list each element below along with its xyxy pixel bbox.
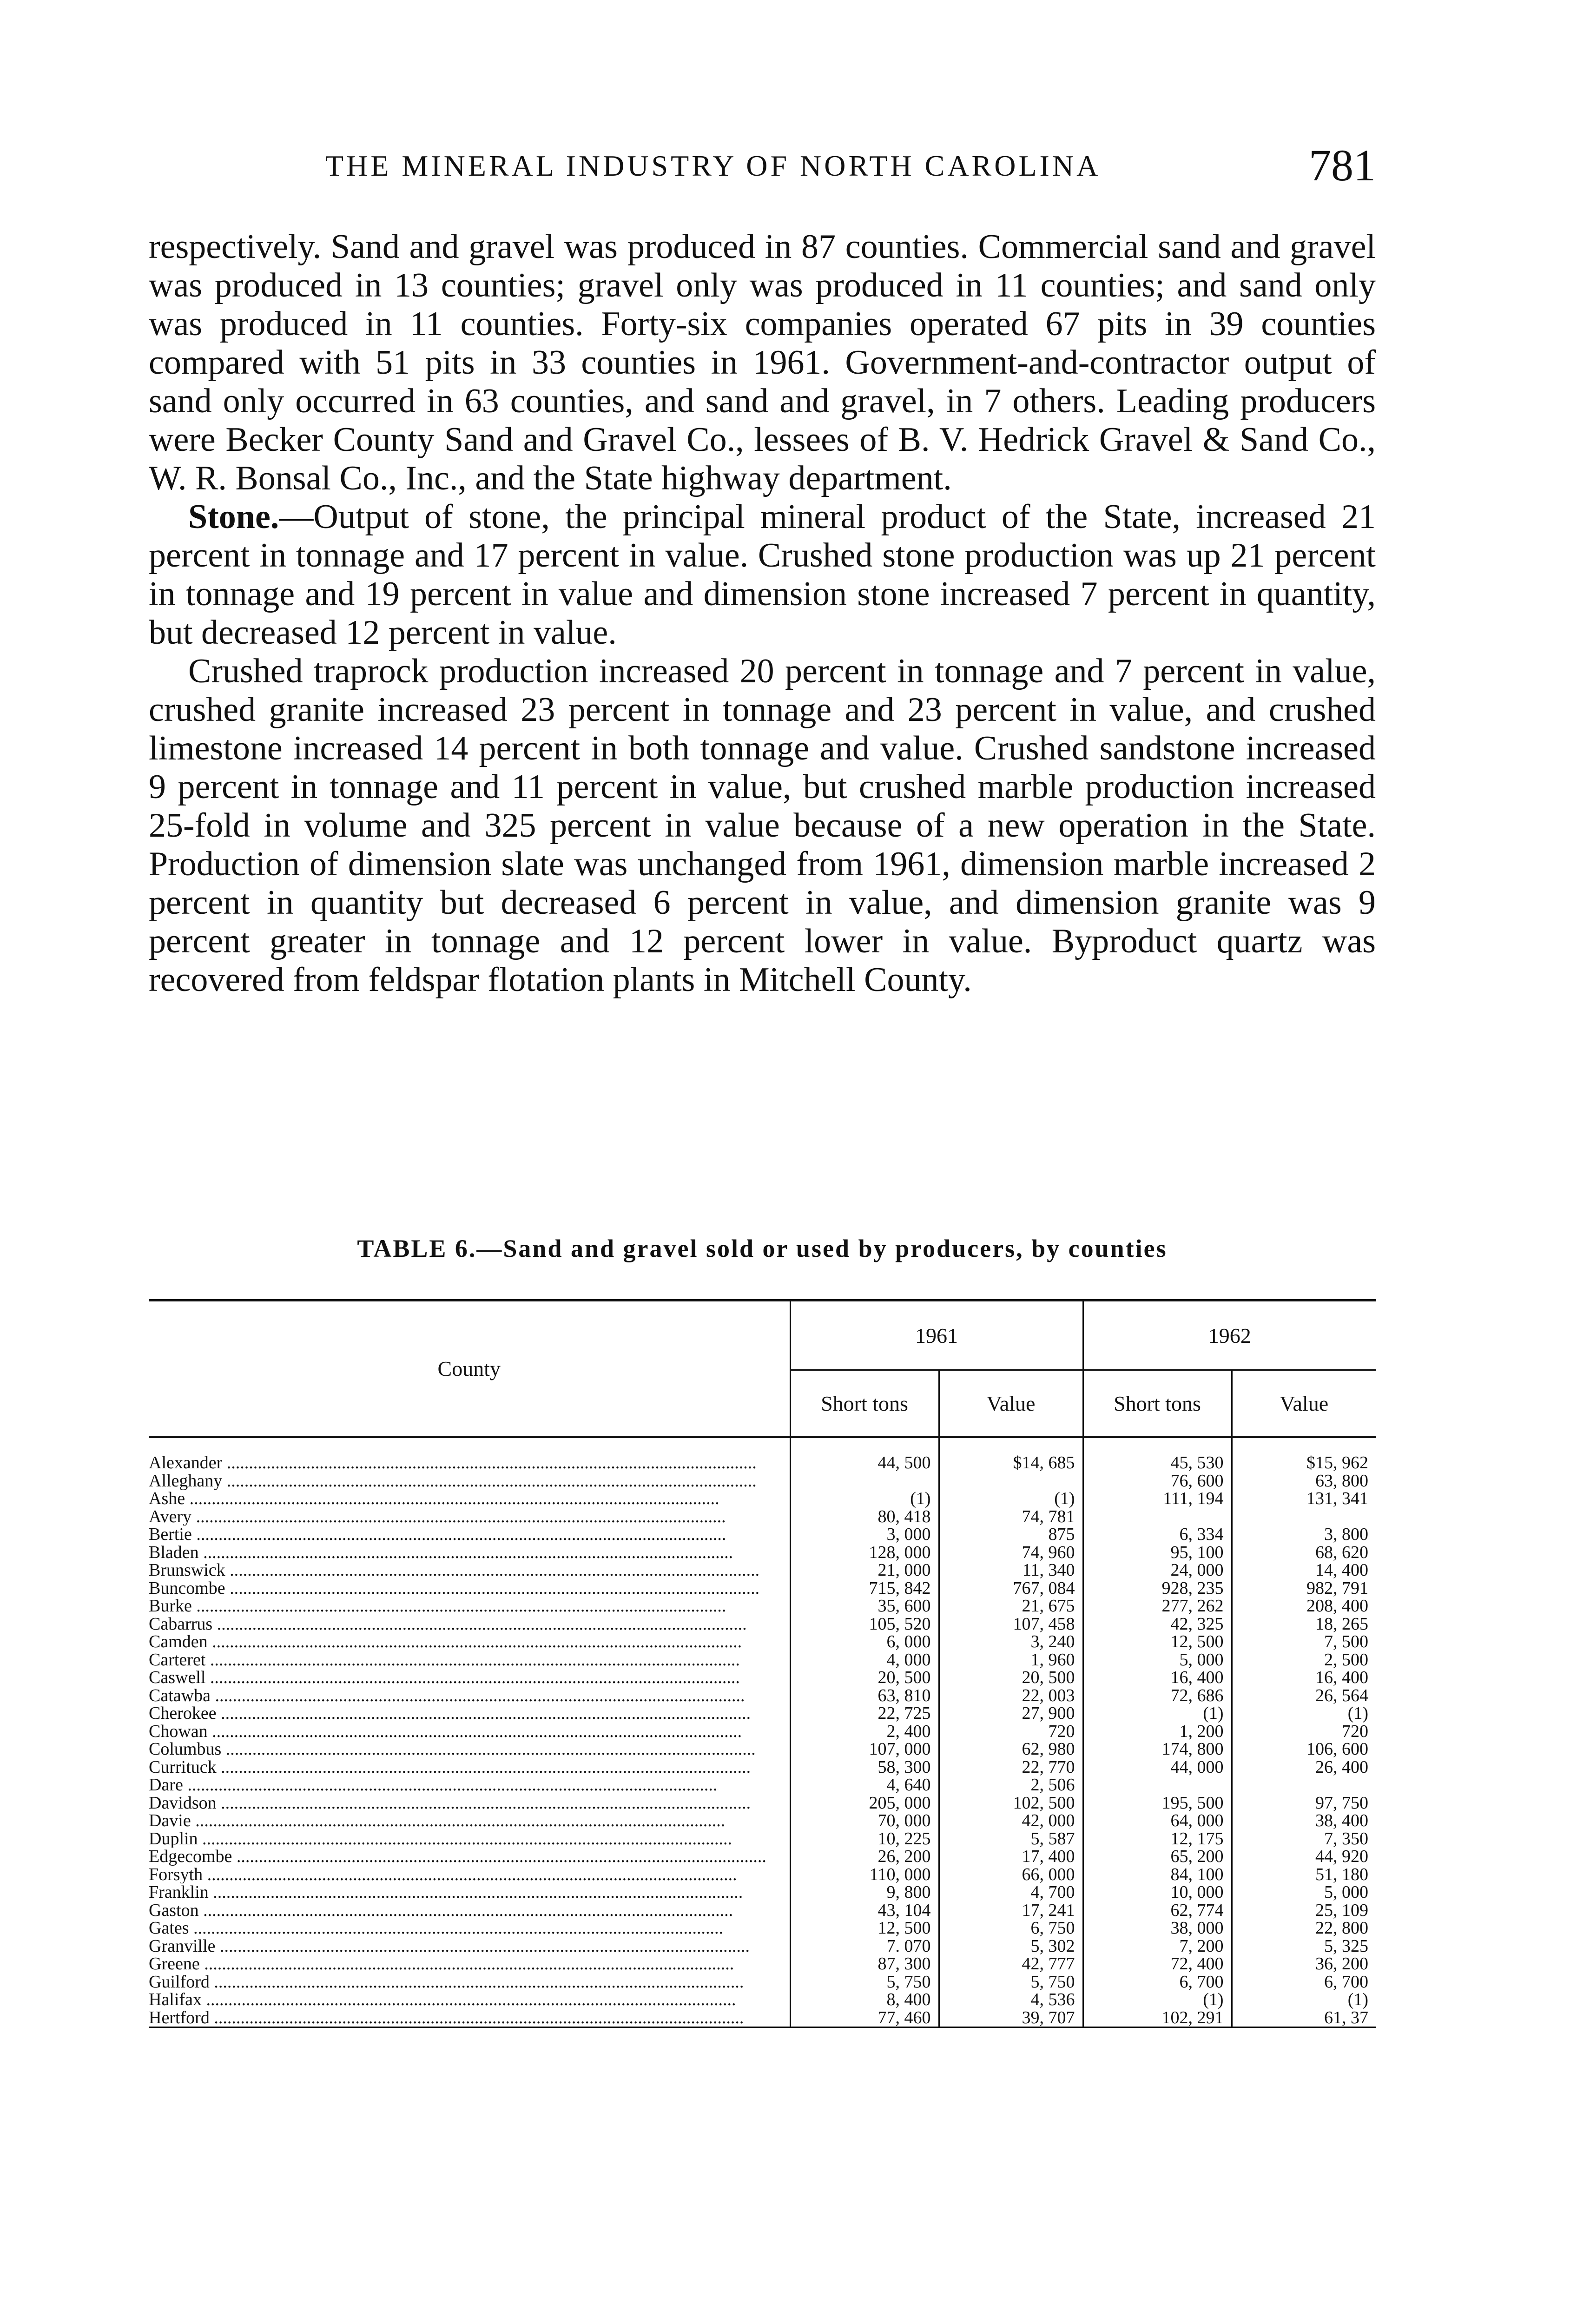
county-cell: Edgecombe ........................................................................................................................ (149, 1848, 766, 1866)
county-cell: Davidson ........................................................................................................................ (149, 1794, 751, 1812)
value-1961-cell: 5, 750 (939, 1973, 1083, 1991)
value-1961-cell: 107, 458 (939, 1615, 1083, 1633)
paragraph-crushed-stone: Crushed traprock production increased 20 percent in tonnage and 7 percent in value, crushed granite increased 23 percent in tonnage and 23 percent in value, and crushed limestone increased 14 percent in both tonnage and value. Crushed sandstone increased 9 percent in tonnage and 11 percent in value, but crushed marble production increased 25-fold in volume and 325 percent in value because of a new operation in the State. Production of dimension slate was unchanged from 1961, dimension marble increased 2 percent in quantity but decreased 6 percent in value, and dimension granite was 9 percent greater in tonnage and 12 percent lower in value. Byproduct quartz was recovered from feldspar flotation plants in Mitchell County. (149, 652, 1376, 999)
short-tons-1962-cell: 928, 235 (1083, 1579, 1232, 1598)
table-row (149, 1973, 1376, 1991)
table-row (149, 1866, 1376, 1884)
value-1961-cell: 5, 587 (939, 1830, 1083, 1848)
county-cell: Burke ........................................................................................................................ (149, 1597, 726, 1615)
short-tons-1962-cell: 62, 774 (1083, 1901, 1232, 1920)
county-cell: Greene ........................................................................................................................ (149, 1955, 734, 1973)
table-row (149, 1955, 1376, 1973)
value-1961-cell: 20, 500 (939, 1669, 1083, 1687)
county-cell: Brunswick ........................................................................................................................ (149, 1561, 760, 1579)
table-row (149, 1830, 1376, 1848)
value-1962-cell: 68, 620 (1232, 1544, 1376, 1562)
short-tons-1961-cell: 110, 000 (790, 1866, 939, 1884)
county-cell: Alleghany ........................................................................................................................ (149, 1472, 757, 1490)
value-1961-cell: 22, 003 (939, 1687, 1083, 1705)
short-tons-1962-cell: 65, 200 (1083, 1848, 1232, 1866)
value-1962-cell: 26, 564 (1232, 1687, 1376, 1705)
value-1961-cell: (1) (939, 1490, 1083, 1508)
running-head (149, 139, 1376, 200)
table-row (149, 1740, 1376, 1758)
value-1961-cell: 6, 750 (939, 1919, 1083, 1937)
table-row (149, 1454, 1376, 1472)
county-cell: Cabarrus ........................................................................................................................ (149, 1615, 747, 1633)
value-1962-cell: 14, 400 (1232, 1561, 1376, 1579)
short-tons-1961-cell: 7. 070 (790, 1937, 939, 1955)
table-row (149, 1669, 1376, 1687)
short-tons-1961-cell: 4, 640 (790, 1776, 939, 1794)
county-cell: Bladen ........................................................................................................................ (149, 1543, 733, 1561)
short-tons-1962-cell: 10, 000 (1083, 1883, 1232, 1901)
short-tons-1962-cell: 76, 600 (1083, 1472, 1232, 1490)
short-tons-1962-cell: (1) (1083, 1991, 1232, 2009)
short-tons-1962-cell: 72, 686 (1083, 1687, 1232, 1705)
county-cell: Davie ........................................................................................................................ (149, 1812, 726, 1830)
value-1961-cell: 2, 506 (939, 1776, 1083, 1794)
county-cell: Hertford ........................................................................................................................ (149, 2009, 790, 2027)
value-1962-cell: 5, 325 (1232, 1937, 1376, 1955)
short-tons-1961-cell: 715, 842 (790, 1579, 939, 1598)
short-tons-1961-cell: (1) (790, 1490, 939, 1508)
value-1961-cell: $14, 685 (939, 1454, 1083, 1472)
short-tons-1962-cell: 95, 100 (1083, 1544, 1232, 1562)
table-row (149, 1919, 1376, 1937)
table-row (149, 1848, 1376, 1866)
value-1962-cell: (1) (1232, 1704, 1376, 1723)
short-tons-1962-cell: 6, 700 (1083, 1973, 1232, 1991)
short-tons-1962-cell: 12, 175 (1083, 1830, 1232, 1848)
table-row (149, 1651, 1376, 1669)
table-row (149, 1794, 1376, 1812)
table-row (149, 1937, 1376, 1955)
short-tons-1962-cell: 195, 500 (1083, 1794, 1232, 1812)
value-1962-cell: 106, 600 (1232, 1740, 1376, 1758)
value-1962-cell (1232, 1776, 1376, 1794)
value-1961-cell: 720 (939, 1723, 1083, 1741)
table-row (149, 2009, 1376, 2027)
county-cell: Camden ........................................................................................................................ (149, 1633, 742, 1651)
table-title: TABLE 6.—Sand and gravel sold or used by producers, by counties (357, 1235, 1168, 1262)
value-1961-cell: 42, 777 (939, 1955, 1083, 1973)
value-1961-cell: 39, 707 (939, 2009, 1083, 2027)
short-tons-1962-cell: 42, 325 (1083, 1615, 1232, 1633)
table-row (149, 1490, 1376, 1508)
value-1961-cell: 27, 900 (939, 1704, 1083, 1723)
paragraph-stone (149, 498, 1376, 652)
short-tons-1961-cell: 12, 500 (790, 1919, 939, 1937)
value-1962-cell: (1) (1232, 1991, 1376, 2009)
short-tons-1962-cell: (1) (1083, 1704, 1232, 1723)
county-cell: Gaston ........................................................................................................................ (149, 1901, 733, 1919)
value-1962-cell: 7, 500 (1232, 1633, 1376, 1651)
table-row (149, 1615, 1376, 1633)
county-cell: Chowan ........................................................................................................................ (149, 1722, 742, 1740)
short-tons-1961-cell: 3, 000 (790, 1525, 939, 1544)
table-row (149, 1597, 1376, 1615)
page-number: 781 (1309, 140, 1376, 190)
short-tons-1962-cell: 38, 000 (1083, 1919, 1232, 1937)
short-tons-1961-cell: 70, 000 (790, 1812, 939, 1830)
value-1962-cell: 36, 200 (1232, 1955, 1376, 1973)
short-tons-1962-header: Short tons (1083, 1370, 1232, 1437)
short-tons-1961-cell: 87, 300 (790, 1955, 939, 1973)
sand-gravel-table (149, 1299, 1376, 2028)
table-row (149, 1472, 1376, 1490)
value-1962-cell: 22, 800 (1232, 1919, 1376, 1937)
table-row (149, 1991, 1376, 2009)
table-row (149, 1901, 1376, 1920)
short-tons-1961-cell: 4, 000 (790, 1651, 939, 1669)
county-cell: Currituck ........................................................................................................................ (149, 1758, 751, 1776)
value-1961-cell: 3, 240 (939, 1633, 1083, 1651)
value-1962-cell: 38, 400 (1232, 1812, 1376, 1830)
table-body (149, 1437, 1376, 2027)
value-1962-cell: 97, 750 (1232, 1794, 1376, 1812)
table-row (149, 1544, 1376, 1562)
year-1962-header: 1962 (1083, 1301, 1376, 1370)
value-1961-cell: 62, 980 (939, 1740, 1083, 1758)
value-1961-cell: 5, 302 (939, 1937, 1083, 1955)
value-1961-cell: 11, 340 (939, 1561, 1083, 1579)
value-1962-cell: 131, 341 (1232, 1490, 1376, 1508)
short-tons-1961-header: Short tons (790, 1370, 939, 1437)
short-tons-1961-cell: 6, 000 (790, 1633, 939, 1651)
short-tons-1961-cell: 22, 725 (790, 1704, 939, 1723)
value-1962-header: Value (1232, 1370, 1376, 1437)
value-1961-cell: 17, 400 (939, 1848, 1083, 1866)
short-tons-1962-cell (1083, 1508, 1232, 1526)
short-tons-1962-cell: 111, 194 (1083, 1490, 1232, 1508)
short-tons-1961-cell: 20, 500 (790, 1669, 939, 1687)
value-1962-cell: 5, 000 (1232, 1883, 1376, 1901)
county-cell: Ashe ........................................................................................................................ (149, 1490, 719, 1508)
short-tons-1961-cell: 43, 104 (790, 1901, 939, 1920)
value-1962-cell: $15, 962 (1232, 1454, 1376, 1472)
table-row (149, 1883, 1376, 1901)
short-tons-1961-cell: 63, 810 (790, 1687, 939, 1705)
short-tons-1961-cell: 77, 460 (790, 2009, 939, 2027)
short-tons-1962-cell: 174, 800 (1083, 1740, 1232, 1758)
short-tons-1961-cell: 44, 500 (790, 1454, 939, 1472)
table-row (149, 1525, 1376, 1544)
table-row (149, 1723, 1376, 1741)
short-tons-1961-cell: 35, 600 (790, 1597, 939, 1615)
county-cell: Columbus ........................................................................................................................ (149, 1740, 756, 1758)
value-1962-cell: 3, 800 (1232, 1525, 1376, 1544)
short-tons-1961-cell: 26, 200 (790, 1848, 939, 1866)
short-tons-1962-cell: 84, 100 (1083, 1866, 1232, 1884)
value-1962-cell: 51, 180 (1232, 1866, 1376, 1884)
body-text (149, 228, 1376, 999)
value-1962-cell: 2, 500 (1232, 1651, 1376, 1669)
short-tons-1961-cell (790, 1472, 939, 1490)
value-1961-cell: 66, 000 (939, 1866, 1083, 1884)
county-cell: Catawba ........................................................................................................................ (149, 1686, 745, 1704)
short-tons-1962-cell: 277, 262 (1083, 1597, 1232, 1615)
county-cell: Avery ........................................................................................................................ (149, 1507, 726, 1525)
value-1962-cell: 25, 109 (1232, 1901, 1376, 1920)
county-cell: Alexander ........................................................................................................................ (149, 1454, 757, 1472)
county-cell: Caswell ........................................................................................................................ (149, 1669, 740, 1687)
short-tons-1961-cell: 58, 300 (790, 1758, 939, 1776)
value-1961-cell: 767, 084 (939, 1579, 1083, 1598)
table-row (149, 1508, 1376, 1526)
short-tons-1962-cell: 44, 000 (1083, 1758, 1232, 1776)
value-1961-header: Value (939, 1370, 1083, 1437)
short-tons-1961-cell: 107, 000 (790, 1740, 939, 1758)
value-1961-cell: 74, 781 (939, 1508, 1083, 1526)
table-row (149, 1579, 1376, 1598)
short-tons-1961-cell: 2, 400 (790, 1723, 939, 1741)
short-tons-1962-cell: 24, 000 (1083, 1561, 1232, 1579)
short-tons-1962-cell: 1, 200 (1083, 1723, 1232, 1741)
short-tons-1962-cell: 45, 530 (1083, 1454, 1232, 1472)
short-tons-1962-cell (1083, 1776, 1232, 1794)
county-cell: Cherokee ........................................................................................................................ (149, 1704, 751, 1723)
value-1962-cell: 63, 800 (1232, 1472, 1376, 1490)
value-1961-cell: 1, 960 (939, 1651, 1083, 1669)
county-cell: Guilford ........................................................................................................................ (149, 1973, 744, 1991)
table-row (149, 1704, 1376, 1723)
county-cell: Duplin ........................................................................................................................ (149, 1829, 732, 1848)
county-cell: Franklin ........................................................................................................................ (149, 1883, 743, 1901)
value-1961-cell: 875 (939, 1525, 1083, 1544)
value-1962-cell: 26, 400 (1232, 1758, 1376, 1776)
value-1961-cell: 17, 241 (939, 1901, 1083, 1920)
value-1962-cell: 16, 400 (1232, 1669, 1376, 1687)
table-row (149, 1758, 1376, 1776)
year-1961-header: 1961 (790, 1301, 1083, 1370)
county-cell: Carteret ........................................................................................................................ (149, 1651, 740, 1669)
short-tons-1962-cell: 12, 500 (1083, 1633, 1232, 1651)
value-1962-cell: 18, 265 (1232, 1615, 1376, 1633)
table-row (149, 1776, 1376, 1794)
short-tons-1962-cell: 6, 334 (1083, 1525, 1232, 1544)
short-tons-1962-cell: 102, 291 (1083, 2009, 1232, 2027)
value-1961-cell: 102, 500 (939, 1794, 1083, 1812)
value-1961-cell: 22, 770 (939, 1758, 1083, 1776)
county-cell: Dare ........................................................................................................................ (149, 1776, 718, 1794)
short-tons-1962-cell: 7, 200 (1083, 1937, 1232, 1955)
value-1962-cell: 720 (1232, 1723, 1376, 1741)
short-tons-1961-cell: 105, 520 (790, 1615, 939, 1633)
value-1961-cell: 74, 960 (939, 1544, 1083, 1562)
running-title: THE MINERAL INDUSTRY OF NORTH CAROLINA (325, 149, 1101, 182)
short-tons-1961-cell: 9, 800 (790, 1883, 939, 1901)
value-1962-cell: 6, 700 (1232, 1973, 1376, 1991)
short-tons-1962-cell: 5, 000 (1083, 1651, 1232, 1669)
county-cell: Bertie ........................................................................................................................ (149, 1525, 726, 1544)
county-cell: Granville ........................................................................................................................ (149, 1937, 750, 1955)
value-1962-cell: 44, 920 (1232, 1848, 1376, 1866)
county-cell: Gates ........................................................................................................................ (149, 1919, 724, 1937)
stone-heading: Stone. (188, 498, 279, 536)
table-row (149, 1812, 1376, 1830)
value-1961-cell: 4, 700 (939, 1883, 1083, 1901)
value-1961-cell (939, 1472, 1083, 1490)
value-1961-cell: 42, 000 (939, 1812, 1083, 1830)
stone-paragraph-text: —Output of stone, the principal mineral product of the State, increased 21 percent in tonnage and 17 percent in value. Crushed stone production was up 21 percent in tonnage and 19 percent in value and dimension stone increased 7 percent in quantity, but decreased 12 percent in value. (149, 498, 1376, 652)
county-cell: Forsyth ........................................................................................................................ (149, 1865, 737, 1883)
county-cell: Buncombe ........................................................................................................................ (149, 1579, 760, 1597)
value-1961-cell: 21, 675 (939, 1597, 1083, 1615)
value-1962-cell: 7, 350 (1232, 1830, 1376, 1848)
short-tons-1961-cell: 205, 000 (790, 1794, 939, 1812)
table-row (149, 1633, 1376, 1651)
short-tons-1961-cell: 8, 400 (790, 1991, 939, 2009)
short-tons-1961-cell: 128, 000 (790, 1544, 939, 1562)
short-tons-1961-cell: 5, 750 (790, 1973, 939, 1991)
short-tons-1961-cell: 80, 418 (790, 1508, 939, 1526)
value-1961-cell: 4, 536 (939, 1991, 1083, 2009)
value-1962-cell: 208, 400 (1232, 1597, 1376, 1615)
short-tons-1962-cell: 16, 400 (1083, 1669, 1232, 1687)
value-1962-cell: 982, 791 (1232, 1579, 1376, 1598)
paragraph-sand-gravel: respectively. Sand and gravel was produced in 87 counties. Commercial sand and gravel was produced in 13 counties; gravel only was produced in 11 counties; and sand only was produced in 11 counties. Forty-six companies operated 67 pits in 39 counties compared with 51 pits in 33 counties in 1961. Government-and-contractor output of sand only occurred in 63 counties, and sand and gravel, in 7 others. Leading producers were Becker County Sand and Gravel Co., lessees of B. V. Hedrick Gravel & Sand Co., W. R. Bonsal Co., Inc., and the State highway department. (149, 228, 1376, 497)
value-1962-cell (1232, 1508, 1376, 1526)
table-row (149, 1687, 1376, 1705)
county-header: County (149, 1301, 790, 1437)
short-tons-1961-cell: 10, 225 (790, 1830, 939, 1848)
short-tons-1961-cell: 21, 000 (790, 1561, 939, 1579)
short-tons-1962-cell: 72, 400 (1083, 1955, 1232, 1973)
county-cell: Halifax ........................................................................................................................ (149, 1991, 736, 2009)
value-1962-cell: 61, 37 (1232, 2009, 1376, 2027)
short-tons-1962-cell: 64, 000 (1083, 1812, 1232, 1830)
table-row (149, 1561, 1376, 1579)
